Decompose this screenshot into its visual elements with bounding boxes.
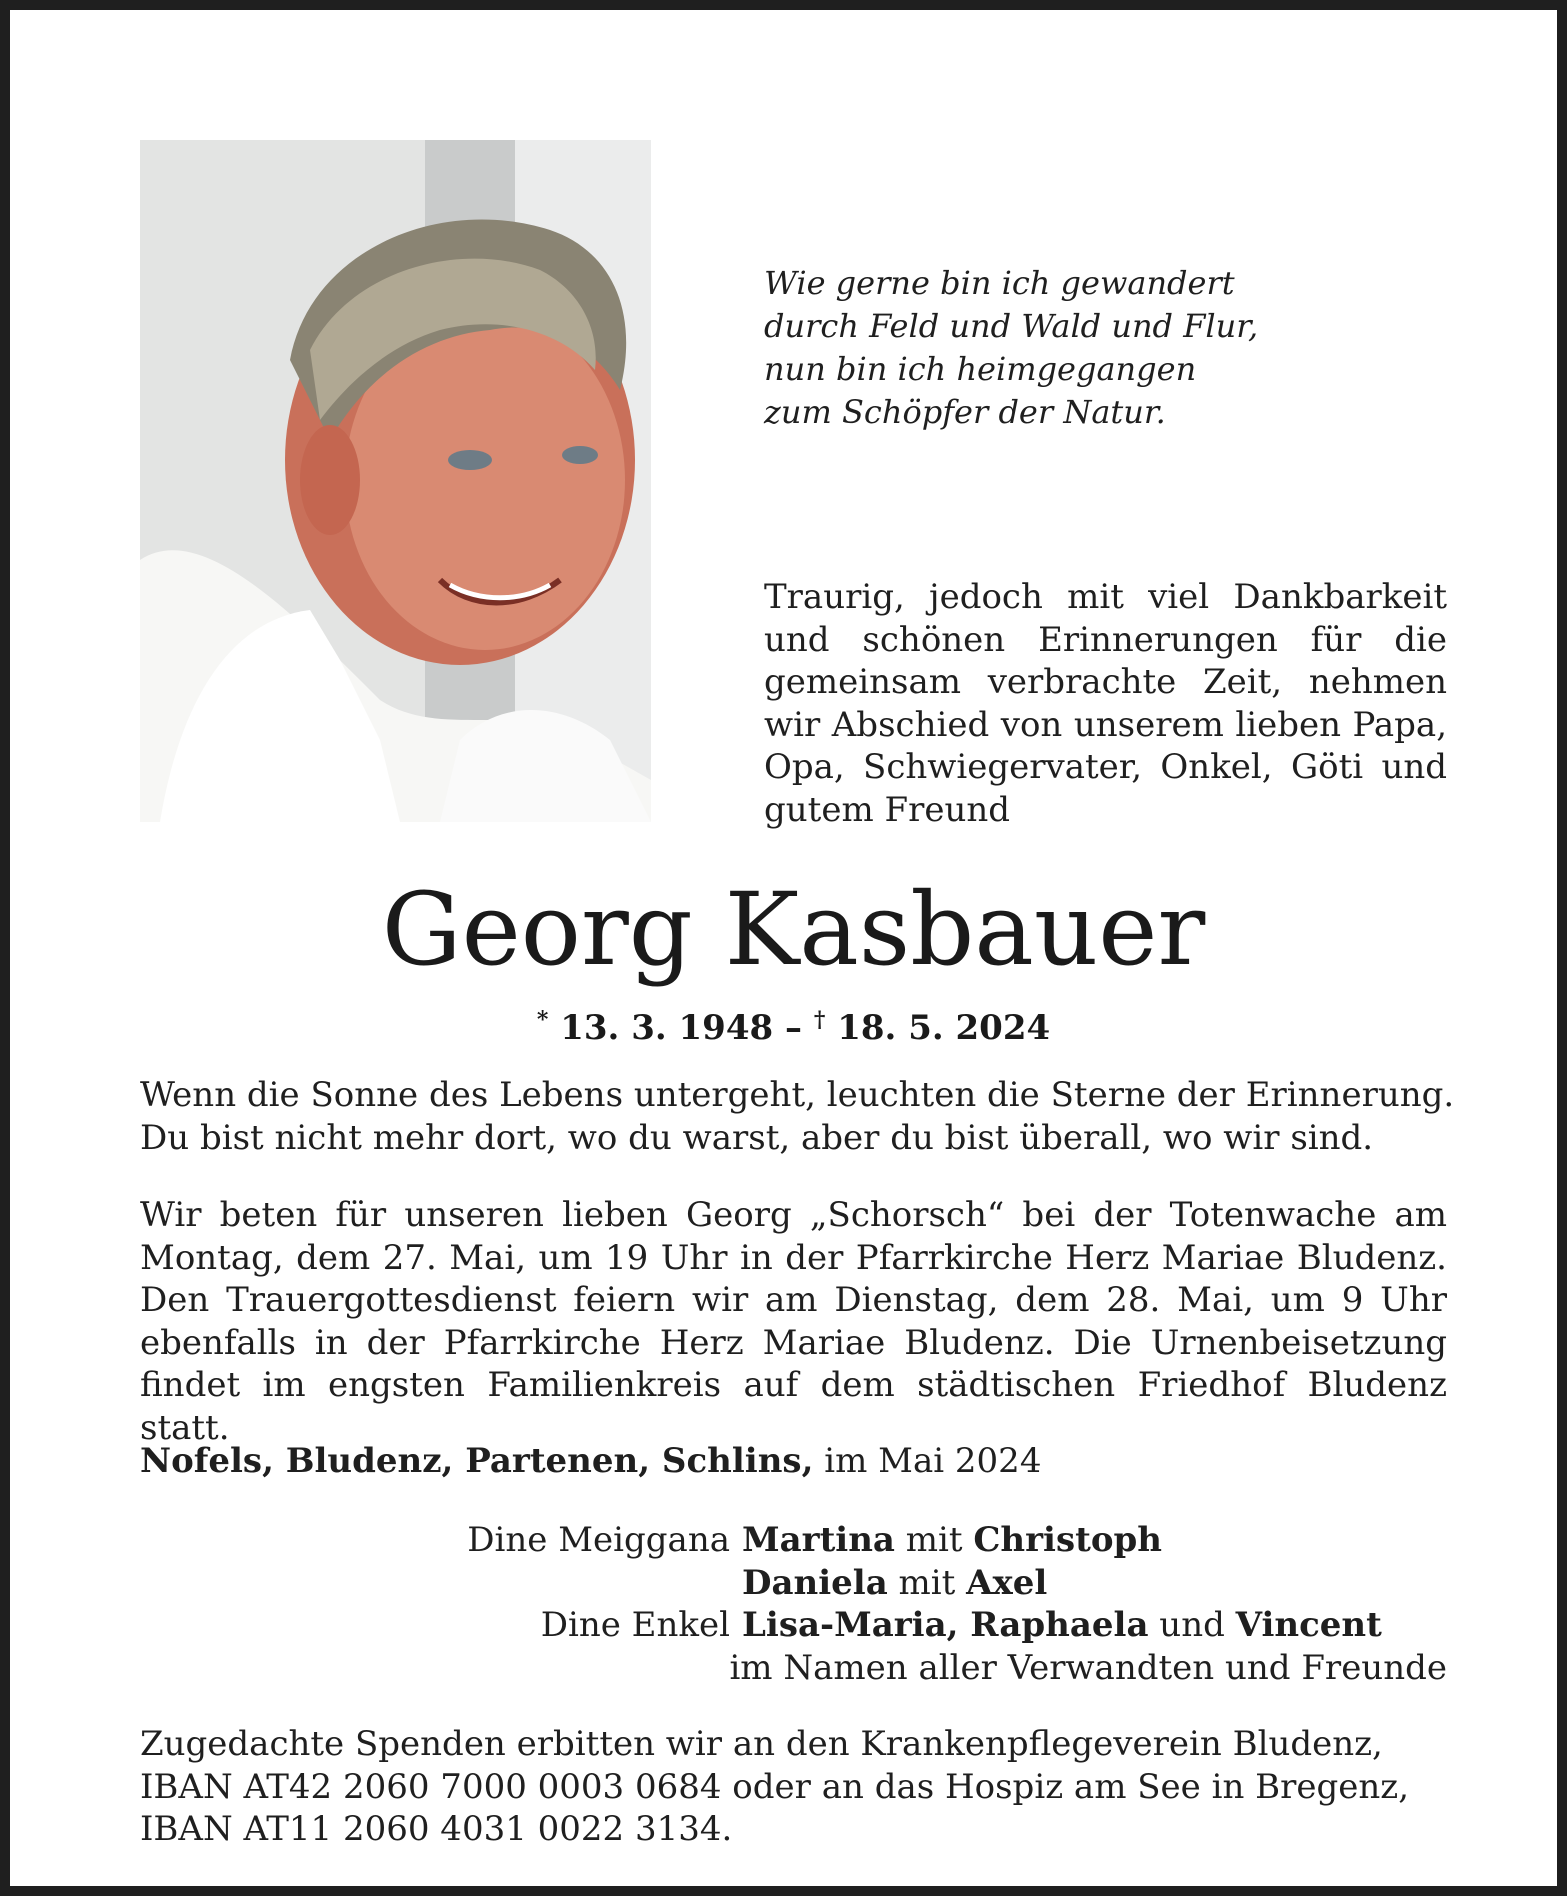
poem-line: durch Feld und Wald und Flur, [764,307,1259,345]
closing-line: im Namen aller Verwandten und Freunde [729,1647,1447,1688]
child-name: Daniela [742,1562,888,1603]
service-details: Wir beten für unseren lieben Georg „Schorsch“ bei der Totenwache am Montag, dem 27. Mai, um 19 Uhr in der Pfarrkirche Herz Mariae Bludenz. Den Trauergottesdienst feiern wir am Dienstag, dem 28. Mai, um 9 Uhr ebenfalls in der Pfarrkirche Herz Mariae Bludenz. Die Urnenbeisetzung findet im engsten Familienkreis auf dem städtischen Friedhof Bludenz statt. [140,1195,1447,1448]
quote-line: Wenn die Sonne des Lebens untergeht, leuchten die Sterne der Erinnerung. [140,1075,1455,1115]
grandchild-name: Vincent [1235,1605,1382,1645]
poem-line: zum Schöpfer der Natur. [764,393,1166,431]
places-date: im Mai 2024 [824,1441,1042,1481]
join-word: mit [905,1520,963,1560]
quote-line: Du bist nicht mehr dort, wo du warst, aber du bist überall, wo wir sind. [140,1117,1374,1158]
family-row [140,1519,1447,1562]
partner-name: Christoph [973,1520,1162,1560]
date-separator: – [785,1008,802,1048]
donation-line: IBAN AT42 2060 7000 0003 0684 oder an das Hospiz am See in Bregenz, [140,1766,1410,1807]
family-signature [140,1519,1447,1689]
child-name: Martina [742,1520,895,1560]
empty-label [140,1647,729,1690]
poem-line: Wie gerne bin ich gewandert [764,264,1235,302]
intro-text: Traurig, jedoch mit viel Dankbarkeit und schönen Erinnerungen für die gemeinsam verbrachte Zeit, nehmen wir Abschied von unserem lieben Papa, Opa, Schwiegervater, Onkel, Göti und gutem Freund [764,577,1447,830]
grandchildren-names: Lisa-Maria, Raphaela [742,1605,1149,1645]
birth-date: 13. 3. 1948 [560,1008,774,1048]
partner-name: Axel [966,1562,1048,1603]
donation-line: Zugedachte Spenden erbitten wir an den Krankenpflegeverein Bludenz, [140,1724,1383,1764]
poem-line: nun bin ich heimgegangen [764,350,1197,388]
children-line-2 [742,1562,1047,1605]
places-names: Nofels, Bludenz, Partenen, Schlins, [140,1441,814,1481]
children-line-1 [742,1519,1162,1562]
join-word: und [1159,1605,1225,1645]
join-word: mit [898,1562,956,1603]
portrait-illustration [140,140,651,822]
portrait-photo [140,140,651,822]
family-row [140,1604,1447,1647]
donation-note [140,1723,1447,1851]
deceased-name: Georg Kasbauer [381,871,1206,988]
birth-symbol: * [536,1007,549,1033]
life-dates [10,998,1567,1050]
death-date: 18. 5. 2024 [837,1008,1051,1048]
donation-line: IBAN AT11 2060 4031 0022 3134. [140,1809,733,1849]
poem [764,262,1384,434]
family-row [140,1562,1447,1605]
death-symbol: † [813,1007,826,1033]
children-label: Dine Meiggana [467,1520,730,1560]
places-line [140,1440,1447,1483]
memorial-quote [140,1074,1455,1159]
empty-label [140,1562,742,1605]
grandchildren-label: Dine Enkel [540,1605,730,1645]
family-row [140,1647,1447,1690]
grandchildren-line [742,1604,1382,1647]
